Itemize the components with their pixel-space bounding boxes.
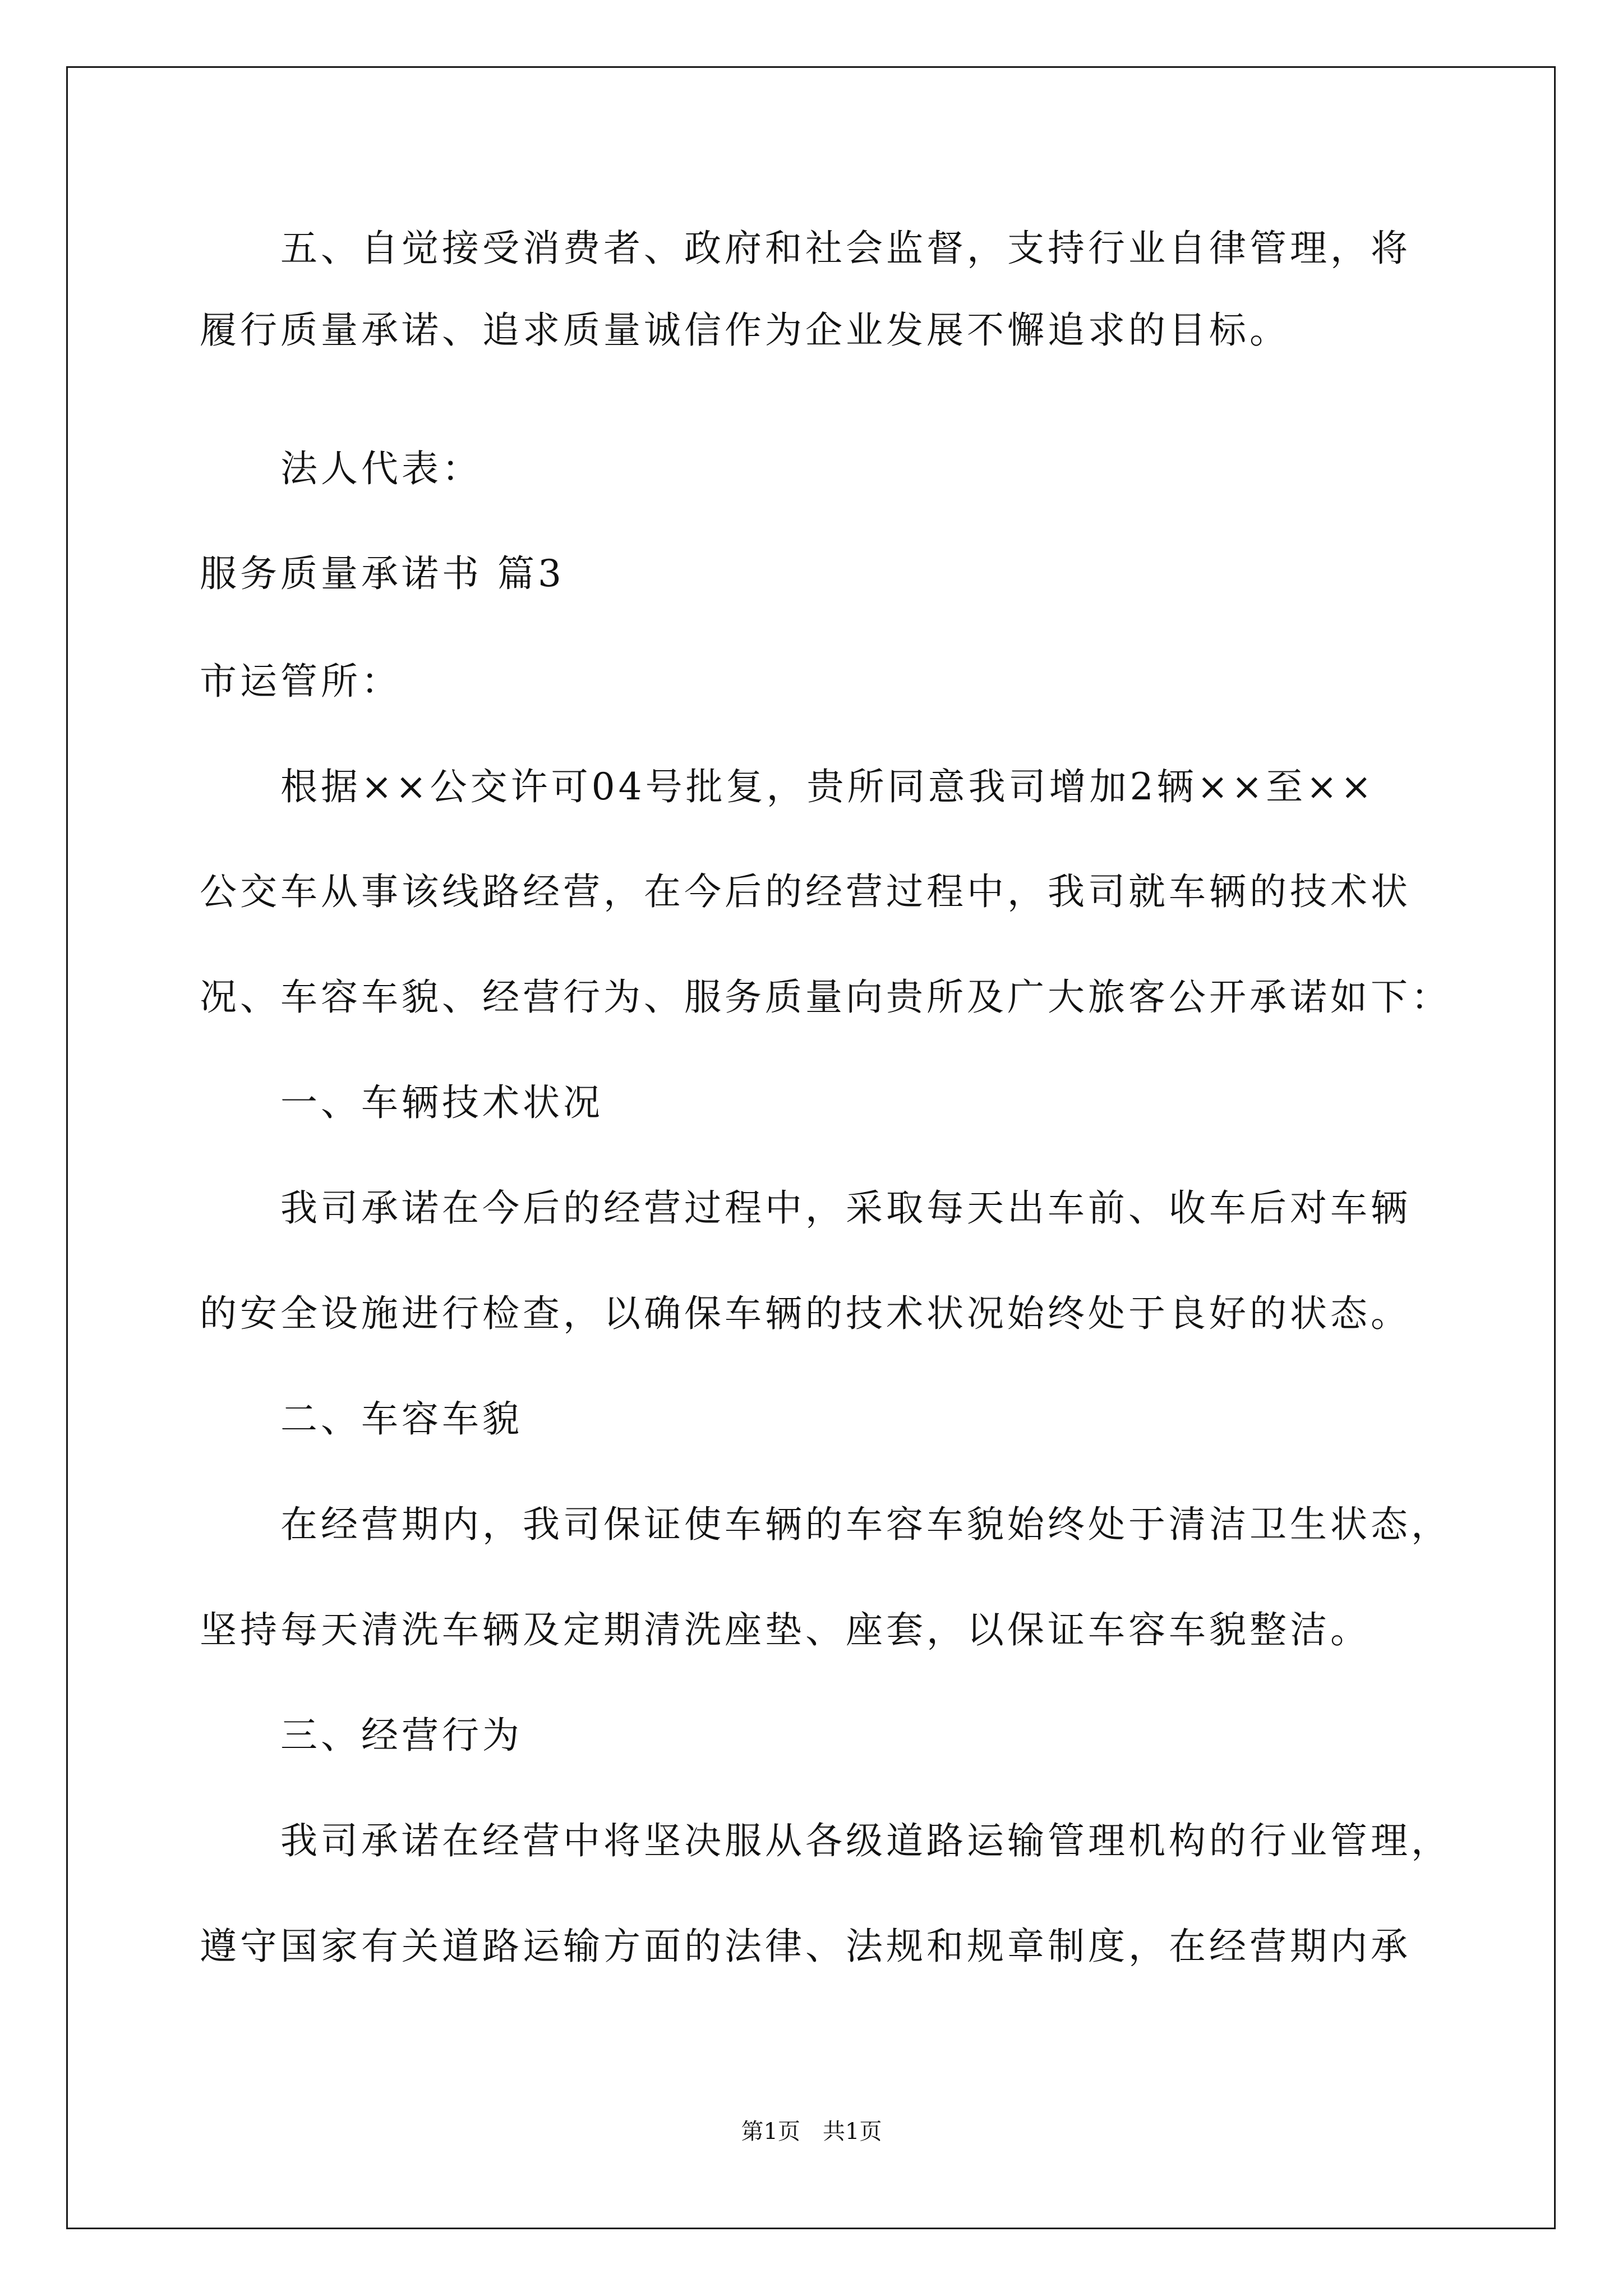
addressee-line: 市运管所： (200, 660, 402, 703)
text-line: 我司承诺在今后的经营过程中，采取每天出车前、收车后对车辆 (200, 1186, 1411, 1230)
text-line: 五、自觉接受消费者、政府和社会监督，支持行业自律管理，将 (200, 227, 1411, 270)
text-line: 根据××公交许可04号批复，贵所同意我司增加2辆××至×× (200, 765, 1375, 808)
section-heading: 服务质量承诺书 篇3 (200, 552, 565, 595)
text-line: 法人代表： (200, 447, 482, 490)
text-line: 一、车辆技术状况 (200, 1081, 603, 1124)
text-line: 遵守国家有关道路运输方面的法律、法规和规章制度，在经营期内承 (200, 1925, 1411, 1968)
text-line: 二、车容车貌 (200, 1397, 523, 1441)
text-line: 的安全设施进行检查，以确保车辆的技术状况始终处于良好的状态。 (200, 1292, 1411, 1335)
text-line: 我司承诺在经营中将坚决服从各级道路运输管理机构的行业管理， (200, 1819, 1451, 1862)
text-line: 履行质量承诺、追求质量诚信作为企业发展不懈追求的目标。 (200, 309, 1290, 352)
text-line: 在经营期内，我司保证使车辆的车容车貌始终处于清洁卫生状态， (200, 1503, 1451, 1546)
text-line: 公交车从事该线路经营，在今后的经营过程中，我司就车辆的技术状 (200, 870, 1411, 913)
text-line: 三、经营行为 (200, 1714, 523, 1757)
text-line: 况、车容车貌、经营行为、服务质量向贵所及广大旅客公开承诺如下： (200, 976, 1451, 1019)
page-frame (66, 66, 1556, 2229)
text-line: 坚持每天清洗车辆及定期清洗座垫、座套，以保证车容车貌整洁。 (200, 1608, 1371, 1651)
page-number-footer: 第1页 共1页 (741, 2119, 882, 2145)
